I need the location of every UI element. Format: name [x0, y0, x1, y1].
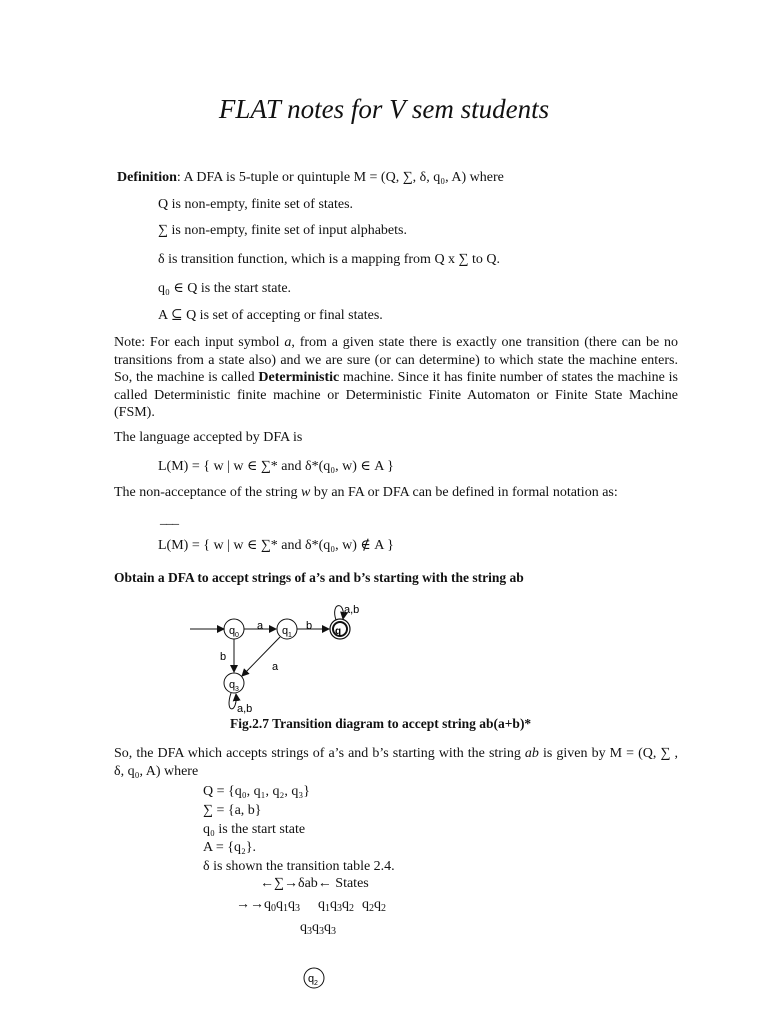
svg-text:q: q	[229, 679, 236, 691]
svg-text:1: 1	[288, 632, 292, 639]
definition-item: δ is transition function, which is a mapping from Q x ∑ to Q.	[158, 252, 501, 267]
svg-text:0: 0	[235, 632, 239, 639]
edge-label-a2: a	[272, 661, 279, 673]
svg-text:3: 3	[235, 686, 239, 693]
solution-intro: So, the DFA which accepts strings of a’s and b’s starting with the string ab is given by M = (Q, ∑ , δ, q₀, A) where	[114, 746, 678, 779]
svg-text:q: q	[282, 625, 289, 637]
table-header: ←∑→δab← States	[260, 876, 369, 891]
definition-item: q₀ ∈ Q is the start state.	[158, 281, 292, 296]
nonacceptance-intro: The non-acceptance of the string w by an FA or DFA can be defined in formal notation as:	[114, 485, 618, 500]
solution-line: Q = {q₀, q₁, q₂, q₃}	[203, 784, 310, 799]
svg-text:q: q	[335, 626, 342, 637]
svg-text:q: q	[229, 625, 236, 637]
solution-line: δ is shown the transition table 2.4.	[203, 859, 395, 874]
definition-item: Q is non-empty, finite set of states.	[158, 197, 354, 212]
edge-label-a: a	[257, 620, 264, 632]
state-q0	[224, 619, 244, 639]
definition-text: : A DFA is 5-tuple or quintuple M = (Q, ∑, δ, q₀, A) where	[176, 170, 504, 185]
state-q1	[277, 619, 297, 639]
edge-label-b2: b	[220, 651, 227, 663]
solution-line: A = {q₂}.	[203, 840, 257, 855]
state-q2-final	[330, 619, 350, 639]
solution-line: q₀ is the start state	[203, 822, 306, 837]
svg-text:q: q	[308, 973, 315, 985]
loop-q2	[335, 606, 344, 620]
footer-state-q2	[302, 966, 326, 990]
nonacceptance-formula: L(M) = { w | w ∈ ∑* and δ*(q₀, w) ∉ A }	[158, 538, 394, 553]
page-title: FLAT notes for V sem students	[218, 94, 550, 124]
definition-item: ∑ is non-empty, finite set of input alphabets.	[158, 223, 407, 238]
table-row: $\to\to q_0q_1q_3$	[236, 897, 300, 914]
definition-line	[117, 170, 504, 186]
note-paragraph: Note: For each input symbol a, from a given state there is exactly one transition (there can be no transitions from a state also) and we are sure (or can determine) to which state the machine enters. So, the machine is called Deterministic machine. Since it has finite number of states the machine is called Deterministic finite machine or Deterministic Finite Automaton or Finite State Machine (FSM).	[114, 335, 679, 420]
figure-caption: Fig.2.7 Transition diagram to accept string ab(a+b)*	[230, 716, 532, 731]
language-formula: L(M) = { w | w ∈ ∑* and δ*(q₀, w) ∈ A }	[158, 459, 394, 474]
definition-label: Definition	[117, 170, 177, 185]
overline-bar: ___	[160, 512, 178, 527]
solution-line: ∑ = {a, b}	[203, 803, 262, 818]
loop-label-q2: a,b	[344, 604, 360, 616]
problem-heading: Obtain a DFA to accept strings of a’s and b’s starting with the string ab	[114, 570, 524, 585]
svg-text:2: 2	[314, 980, 318, 987]
definition-item: A ⊆ Q is set of accepting or final states.	[158, 308, 383, 323]
loop-label-q3: a,b	[237, 703, 253, 715]
language-intro: The language accepted by DFA is	[114, 430, 303, 445]
loop-q3	[229, 693, 236, 709]
transition-diagram	[180, 592, 380, 716]
edge-label-b: b	[306, 620, 313, 632]
table-row: $q_2q_2$	[362, 897, 386, 914]
state-q3	[224, 673, 244, 693]
table-row: $q_3q_3q_3$	[300, 920, 336, 937]
table-row: $q_1q_3q_2$	[318, 897, 354, 914]
